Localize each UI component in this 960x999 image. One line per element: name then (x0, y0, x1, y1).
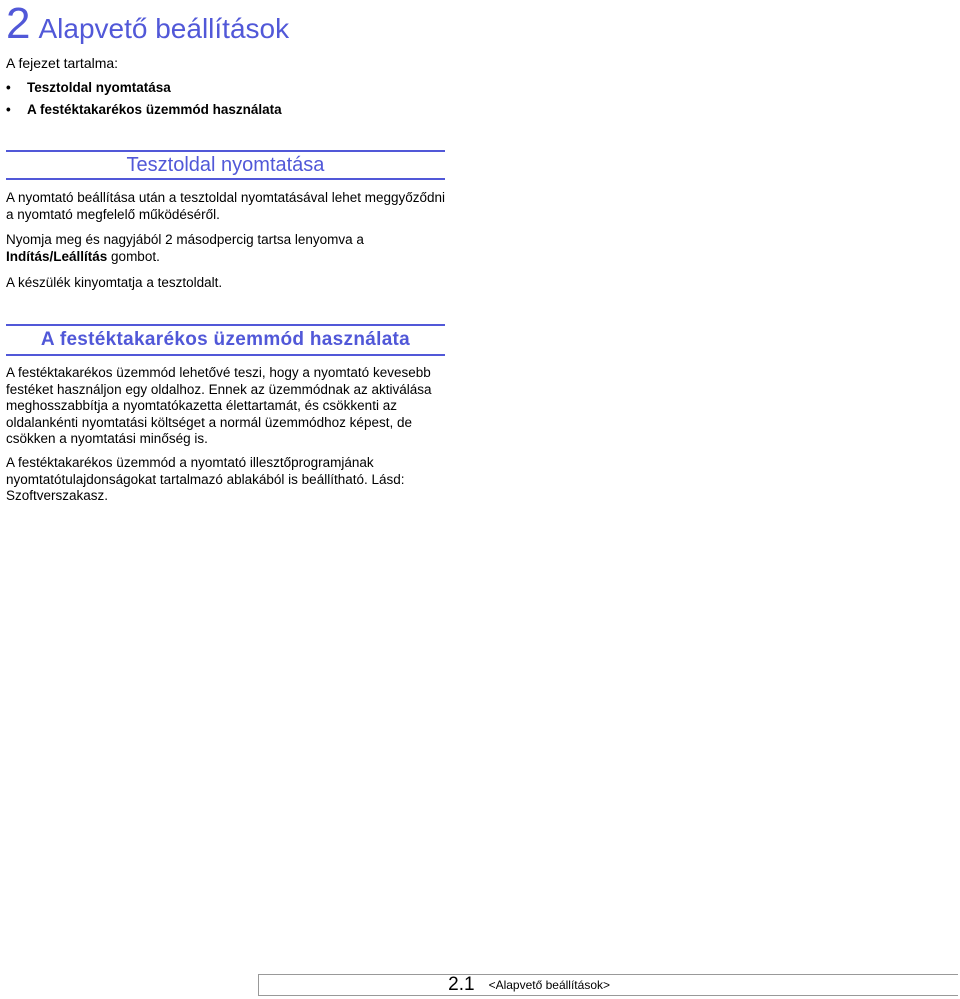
test-page-paragraph-2-start: Nyomja meg és nagyjából 2 másodpercig tartsa lenyomva a (6, 232, 364, 247)
toner-save-paragraph-1: A festéktakarékos üzemmód lehetővé teszi, hogy a nyomtató kevesebb festéket használjon egy oldalhoz. Ennek az üzemmódnak az aktiválása meghosszabbítja a nyomtatókazetta élettartamát, és csökkenti az oldalankénti nyomtatási költséget a normál üzemmódhoz képest, de csökken a nyomtatási minőség is. (6, 365, 432, 446)
section-heading-toner-save: A festéktakarékos üzemmód használata (6, 324, 445, 356)
chapter-contents-intro: A fejezet tartalma: (6, 55, 119, 71)
start-stop-button-label: Indítás/Leállítás (6, 248, 108, 264)
page-footer (258, 974, 958, 996)
page-number: 2.1 (448, 974, 475, 995)
test-page-paragraph-1: A nyomtató beállítása után a tesztoldal nyomtatásával lehet meggyőződni a nyomtató megfelelő működéséről. (6, 190, 446, 222)
chapter-contents-list (6, 77, 282, 121)
chapter-heading (6, 0, 289, 48)
chapter-number: 2 (6, 0, 31, 48)
toner-save-paragraph-2: A festéktakarékos üzemmód a nyomtató illesztőprogramjának nyomtatótulajdonságokat tartalmazó ablakából is beállítható. Lásd: Szoftverszakasz. (6, 455, 405, 503)
test-page-paragraph-2 (6, 232, 451, 265)
section-heading-test-page: Tesztoldal nyomtatása (6, 150, 445, 180)
test-page-paragraph-2-end: gombot. (107, 248, 160, 264)
toc-item-test-page[interactable]: • Tesztoldal nyomtatása (6, 77, 282, 99)
footer-chapter-name: <Alapvető beállítások> (488, 978, 610, 992)
test-page-paragraph-3: A készülék kinyomtatja a tesztoldalt. (6, 275, 223, 290)
chapter-title: Alapvető beállítások (38, 13, 290, 44)
toc-item-toner-save[interactable]: • A festéktakarékos üzemmód használata (6, 99, 282, 121)
